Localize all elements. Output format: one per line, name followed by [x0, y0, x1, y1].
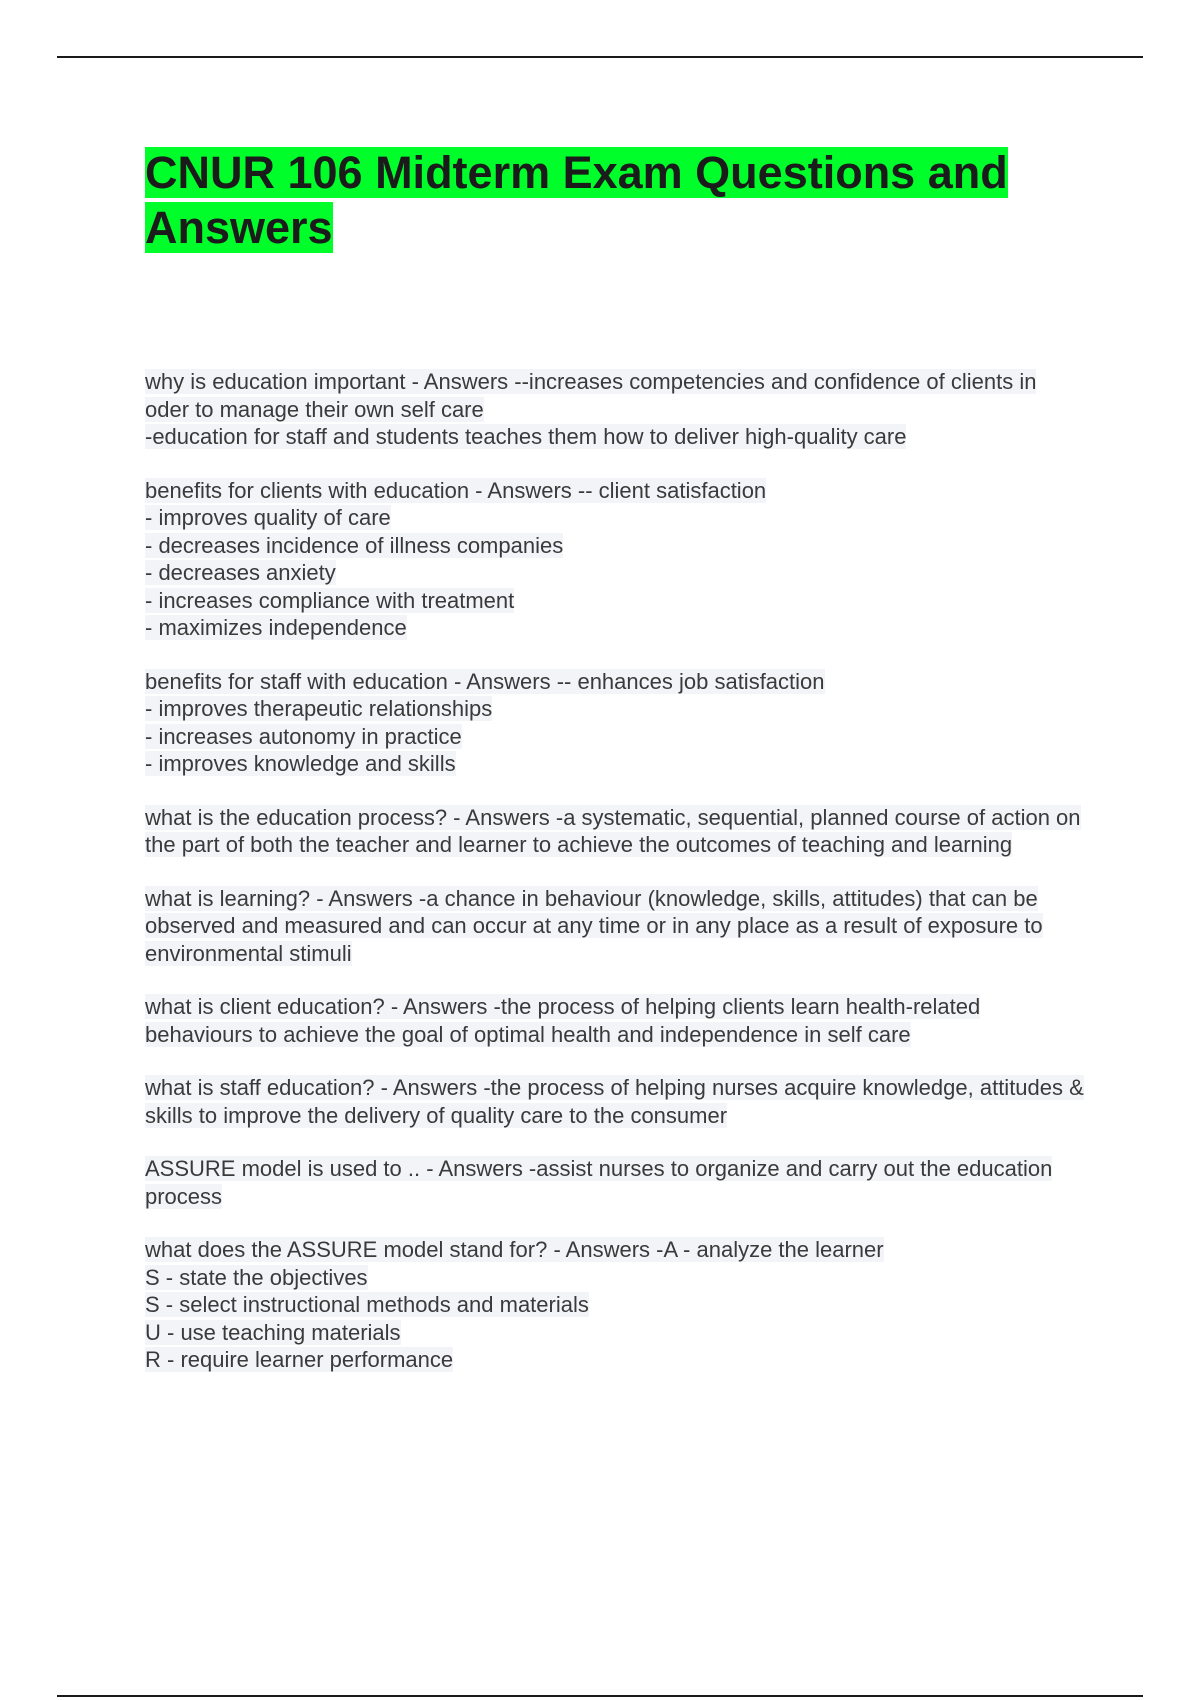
document-body [145, 145, 1085, 1400]
qa-text: why is education important - Answers --increases competencies and confidence of clients in oder to manage their own self care -education for staff and students teaches them how to deliver high-quality care [145, 369, 1037, 449]
qa-text: benefits for clients with education - Answers -- client satisfaction - improves quality of care - decreases incidence of illness companies - decreases anxiety - increases compliance with treatment - maximizes independence [145, 477, 767, 640]
qa-item [145, 1074, 1085, 1129]
qa-list [145, 368, 1085, 1374]
title-highlight: CNUR 106 Midterm Exam Questions and Answers [145, 147, 1008, 253]
qa-item [145, 1236, 1085, 1374]
qa-text: what is staff education? - Answers -the process of helping nurses acquire knowledge, attitudes & skills to improve the delivery of quality care to the consumer [145, 1075, 1084, 1128]
qa-text: ASSURE model is used to .. - Answers -assist nurses to organize and carry out the education process [145, 1156, 1053, 1209]
qa-item [145, 477, 1085, 642]
qa-text: what does the ASSURE model stand for? - Answers -A - analyze the learner S - state the objectives S - select instructional methods and materials U - use teaching materials R - require learner performance [145, 1237, 884, 1372]
qa-item [145, 668, 1085, 778]
document-title [145, 145, 1085, 255]
qa-item [145, 804, 1085, 859]
top-rule [57, 56, 1143, 58]
qa-text: what is client education? - Answers -the process of helping clients learn health-related behaviours to achieve the goal of optimal health and independence in self care [145, 994, 981, 1047]
qa-item [145, 1155, 1085, 1210]
qa-text: benefits for staff with education - Answers -- enhances job satisfaction - improves therapeutic relationships - increases autonomy in practice - improves knowledge and skills [145, 668, 825, 776]
qa-item [145, 993, 1085, 1048]
qa-text: what is learning? - Answers -a chance in behaviour (knowledge, skills, attitudes) that can be observed and measured and can occur at any time or in any place as a result of exposure to environmental stimuli [145, 885, 1043, 966]
qa-item [145, 368, 1085, 451]
qa-text: what is the education process? - Answers -a systematic, sequential, planned course of action on the part of both the teacher and learner to achieve the outcomes of teaching and learning [145, 804, 1081, 857]
qa-item [145, 885, 1085, 968]
bottom-rule [57, 1695, 1143, 1697]
